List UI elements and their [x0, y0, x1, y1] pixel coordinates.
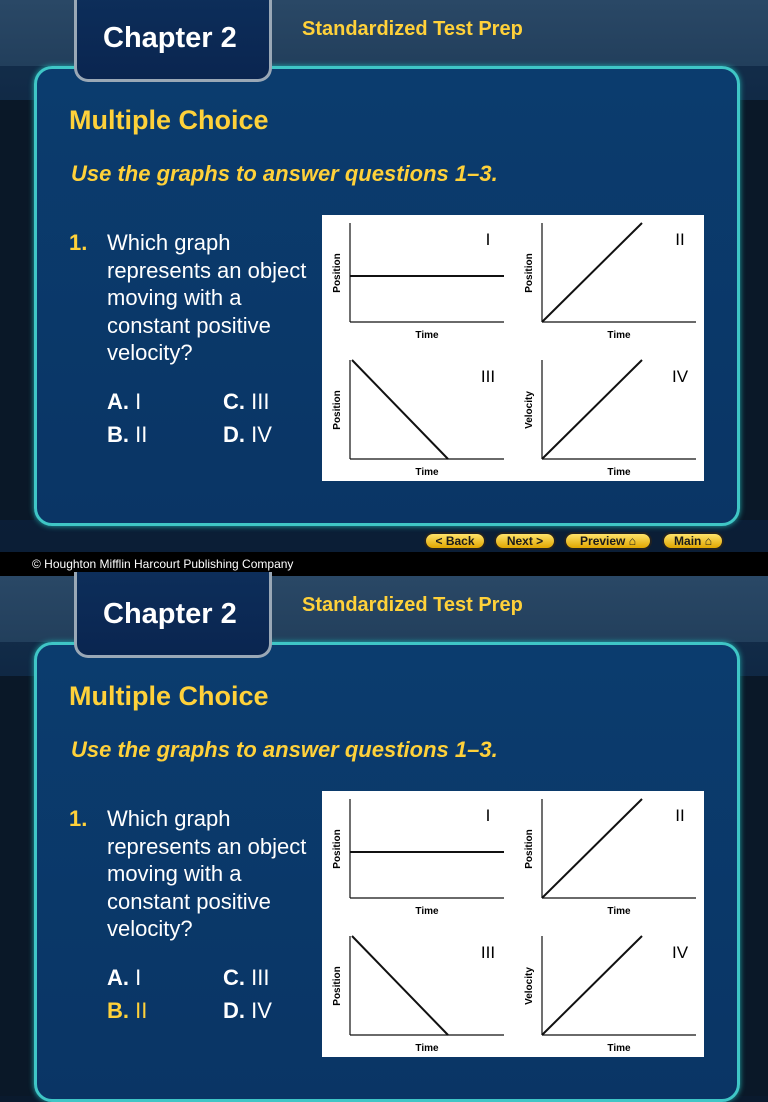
graph-4	[524, 360, 696, 478]
graph-x-label: Time	[415, 330, 439, 341]
instruction-text: Use the graphs to answer questions 1–3.	[71, 737, 498, 762]
question-text: Which graph represents an object moving with a constant positive velocity?	[107, 806, 307, 941]
copyright-text: © Houghton Mifflin Harcourt Publishing Company	[32, 557, 294, 571]
graph-numeral: III	[480, 943, 496, 962]
instruction-text: Use the graphs to answer questions 1–3.	[71, 161, 498, 186]
answer-b[interactable]: B. II	[107, 422, 148, 447]
question-text: Which graph represents an object moving with a constant positive velocity?	[107, 230, 307, 365]
graph-2	[524, 799, 696, 917]
graph-x-label: Time	[607, 467, 631, 478]
graph-numeral: III	[480, 367, 496, 386]
main-label: Main	[674, 534, 702, 548]
graph-numeral: II	[675, 230, 685, 249]
graph-y-label: Position	[524, 253, 535, 293]
answer-d[interactable]: D. IV	[223, 422, 272, 447]
answer-c[interactable]: C. III	[223, 389, 270, 414]
answer-b[interactable]: B. II	[107, 998, 148, 1023]
graph-data-line	[352, 936, 448, 1035]
question-number: 1.	[69, 806, 88, 831]
section-subtitle: Standardized Test Prep	[302, 594, 523, 616]
preview-button[interactable]	[564, 532, 652, 550]
graph-4	[524, 936, 696, 1054]
graph-numeral: I	[485, 230, 491, 249]
answer-a[interactable]: A. I	[107, 965, 142, 990]
graph-2	[524, 223, 696, 341]
graph-3	[332, 360, 504, 478]
graph-3	[332, 936, 504, 1054]
graphs-figure	[322, 791, 704, 1057]
graph-data-line	[542, 799, 642, 898]
graph-x-label: Time	[607, 330, 631, 341]
graph-x-label: Time	[415, 467, 439, 478]
graphs-figure	[322, 215, 704, 481]
main-button[interactable]	[662, 532, 724, 550]
graph-data-line	[542, 360, 642, 459]
chapter-tab	[74, 0, 272, 82]
home-icon: ⌂	[704, 534, 712, 548]
graph-numeral: II	[675, 806, 685, 825]
graph-y-label: Position	[524, 829, 535, 869]
preview-label: Preview	[580, 534, 626, 548]
graph-x-label: Time	[415, 906, 439, 917]
graph-y-label: Position	[332, 829, 343, 869]
left-stripe	[0, 676, 34, 1096]
page-title: Multiple Choice	[69, 105, 269, 135]
graph-y-label: Velocity	[524, 391, 535, 429]
graph-y-label: Position	[332, 966, 343, 1006]
content-panel	[34, 642, 740, 1102]
graph-data-line	[352, 360, 448, 459]
graph-y-label: Position	[332, 253, 343, 293]
graph-x-label: Time	[607, 1043, 631, 1054]
graph-numeral: IV	[671, 367, 689, 386]
content-panel	[34, 66, 740, 526]
graph-x-label: Time	[607, 906, 631, 917]
chapter-title: Chapter 2	[103, 598, 237, 630]
graph-numeral: I	[485, 806, 491, 825]
graphs-svg	[322, 215, 704, 481]
graph-numeral: IV	[671, 943, 689, 962]
graph-data-line	[542, 936, 642, 1035]
graph-1	[332, 799, 504, 917]
page-title: Multiple Choice	[69, 681, 269, 711]
graphs-svg	[322, 791, 704, 1057]
left-stripe	[0, 100, 34, 520]
slide-2	[0, 576, 768, 1054]
answer-c[interactable]: C. III	[223, 965, 270, 990]
graph-1	[332, 223, 504, 341]
answer-a[interactable]: A. I	[107, 389, 142, 414]
next-button[interactable]: Next >	[494, 532, 556, 550]
answer-d[interactable]: D. IV	[223, 998, 272, 1023]
graph-y-label: Position	[332, 390, 343, 430]
section-subtitle: Standardized Test Prep	[302, 18, 523, 40]
graph-data-line	[542, 223, 642, 322]
graph-x-label: Time	[415, 1043, 439, 1054]
chapter-title: Chapter 2	[103, 22, 237, 54]
graph-y-label: Velocity	[524, 967, 535, 1005]
question-number: 1.	[69, 230, 88, 255]
chapter-tab	[74, 572, 272, 658]
back-button[interactable]: < Back	[424, 532, 486, 550]
home-icon: ⌂	[628, 534, 636, 548]
